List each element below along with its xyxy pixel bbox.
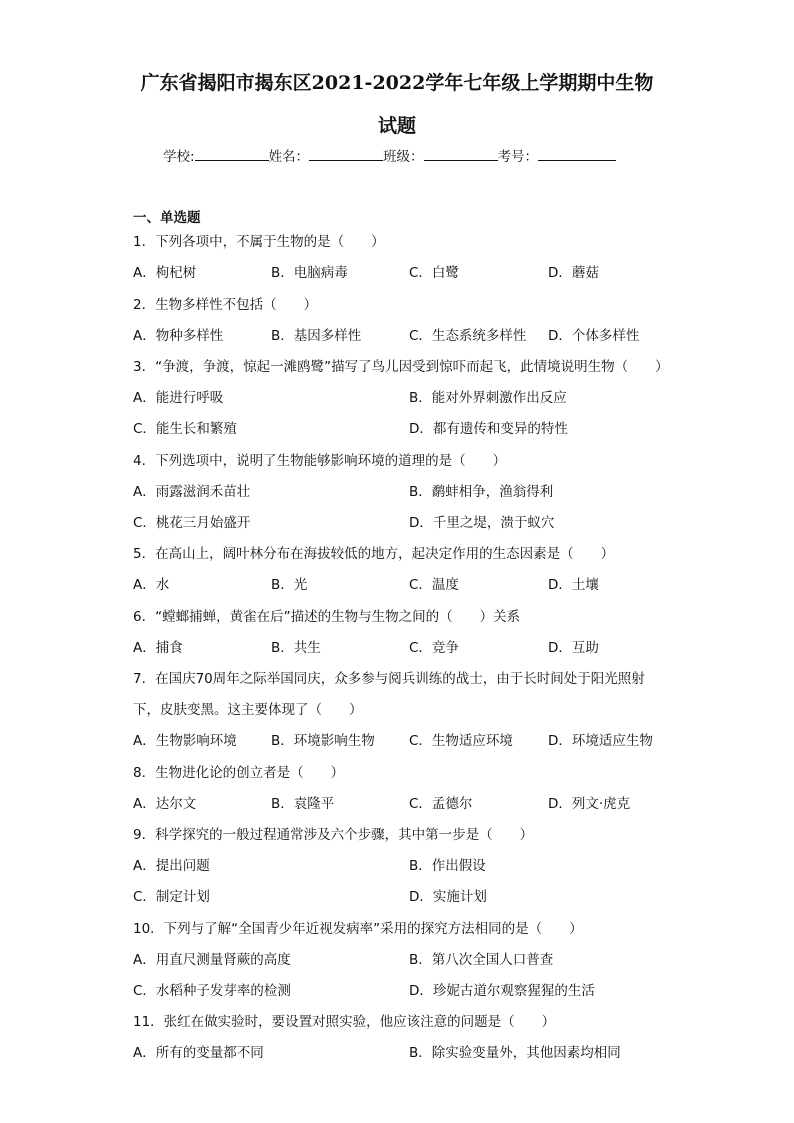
question-1-stem: 1．下列各项中，不属于生物的是（ ） <box>133 234 385 250</box>
question-9-stem: 9．科学探究的一般过程通常涉及六个步骤，其中第一步是（ ） <box>133 827 534 843</box>
question-7-option-b: B．环境影响生物 <box>271 733 375 749</box>
question-6-option-a: A．捕食 <box>133 640 183 656</box>
question-9-option-a: A．提出问题 <box>133 858 210 874</box>
question-6-stem: 6．“螳螂捕蝉，黄雀在后”描述的生物与生物之间的（ ）关系 <box>133 609 521 625</box>
exam-title-line-2: 试题 <box>377 115 416 137</box>
question-5-option-c: C．温度 <box>409 577 459 593</box>
question-1-option-d: D．蘑菇 <box>548 265 599 281</box>
question-1-option-a: A．枸杞树 <box>133 265 197 281</box>
question-9-option-c: C．制定计划 <box>133 889 210 905</box>
question-7-stem-line-2: 下，皮肤变黑。这主要体现了（ ） <box>133 702 363 718</box>
question-8-option-d: D．列文·虎克 <box>548 796 631 812</box>
question-10-option-c: C．水稻种子发芽率的检测 <box>133 983 291 999</box>
question-7-option-a: A．生物影响环境 <box>133 733 237 749</box>
question-5-option-a: A．水 <box>133 577 170 593</box>
question-4-option-c: C．桃花三月始盛开 <box>133 515 251 531</box>
question-5-option-d: D．土壤 <box>548 577 599 593</box>
question-2-option-b: B．基因多样性 <box>271 328 362 344</box>
class-blank[interactable] <box>424 146 498 161</box>
question-5-stem: 5．在高山上，阔叶林分布在海拔较低的地方，起决定作用的生态因素是（ ） <box>133 546 615 562</box>
question-2-stem: 2．生物多样性不包括（ ） <box>133 297 318 313</box>
question-2-option-c: C．生态系统多样性 <box>409 328 527 344</box>
question-5-option-b: B．光 <box>271 577 308 593</box>
question-4-option-d: D．千里之堤，溃于蚁穴 <box>409 515 555 531</box>
question-9-option-b: B．作出假设 <box>409 858 486 874</box>
section-heading: 一、单选题 <box>133 210 201 226</box>
name-blank[interactable] <box>309 146 383 161</box>
exam-number-blank[interactable] <box>538 146 616 161</box>
question-6-option-b: B．共生 <box>271 640 321 656</box>
name-label: 姓名： <box>268 149 310 165</box>
question-6-option-d: D．互助 <box>548 640 599 656</box>
question-10-option-b: B．第八次全国人口普查 <box>409 952 554 968</box>
question-7-stem-line-1: 7．在国庆70周年之际举国同庆，众多参与阅兵训练的战士，由于长时间处于阳光照射 <box>133 671 645 687</box>
question-2-option-a: A．物种多样性 <box>133 328 224 344</box>
school-blank[interactable] <box>195 146 269 161</box>
question-3-option-d: D．都有遗传和变异的特性 <box>409 421 568 437</box>
question-1-option-b: B．电脑病毒 <box>271 265 348 281</box>
question-8-option-b: B．袁隆平 <box>271 796 335 812</box>
question-3-option-b: B．能对外界刺激作出反应 <box>409 390 567 406</box>
question-4-option-a: A．雨露滋润禾苗壮 <box>133 484 251 500</box>
question-10-option-a: A．用直尺测量肾蕨的高度 <box>133 952 291 968</box>
question-9-option-d: D．实施计划 <box>409 889 487 905</box>
question-4-option-b: B．鹬蚌相争，渔翁得利 <box>409 484 554 500</box>
question-8-option-a: A．达尔文 <box>133 796 197 812</box>
question-8-option-c: C．孟德尔 <box>409 796 473 812</box>
question-4-stem: 4．下列选项中，说明了生物能够影响环境的道理的是（ ） <box>133 453 507 469</box>
student-info-row <box>163 145 616 165</box>
question-6-option-c: C．竞争 <box>409 640 459 656</box>
question-3-option-c: C．能生长和繁殖 <box>133 421 237 437</box>
question-3-stem: 3．“争渡，争渡，惊起一滩鸥鹭”描写了鸟儿因受到惊吓而起飞，此情境说明生物（ ） <box>133 359 669 375</box>
question-10-stem: 10．下列与了解“全国青少年近视发病率”采用的探究方法相同的是（ ） <box>133 921 583 937</box>
question-7-option-d: D．环境适应生物 <box>548 733 653 749</box>
question-1-option-c: C．白鹭 <box>409 265 459 281</box>
question-2-option-d: D．个体多样性 <box>548 328 640 344</box>
exam-title-line-1: 广东省揭阳市揭东区2021-2022学年七年级上学期期中生物 <box>140 72 654 94</box>
question-11-option-b: B．除实验变量外，其他因素均相同 <box>409 1045 621 1061</box>
question-11-stem: 11．张红在做实验时，要设置对照实验，他应该注意的问题是（ ） <box>133 1014 556 1030</box>
question-11-option-a: A．所有的变量都不同 <box>133 1045 264 1061</box>
exam-number-label: 考号： <box>497 149 539 165</box>
question-10-option-d: D．珍妮古道尔观察猩猩的生活 <box>409 983 595 999</box>
question-7-option-c: C．生物适应环境 <box>409 733 513 749</box>
class-label: 班级： <box>383 149 424 165</box>
question-3-option-a: A．能进行呼吸 <box>133 390 224 406</box>
school-label: 学校: <box>163 149 195 165</box>
question-8-stem: 8．生物进化论的创立者是（ ） <box>133 765 345 781</box>
